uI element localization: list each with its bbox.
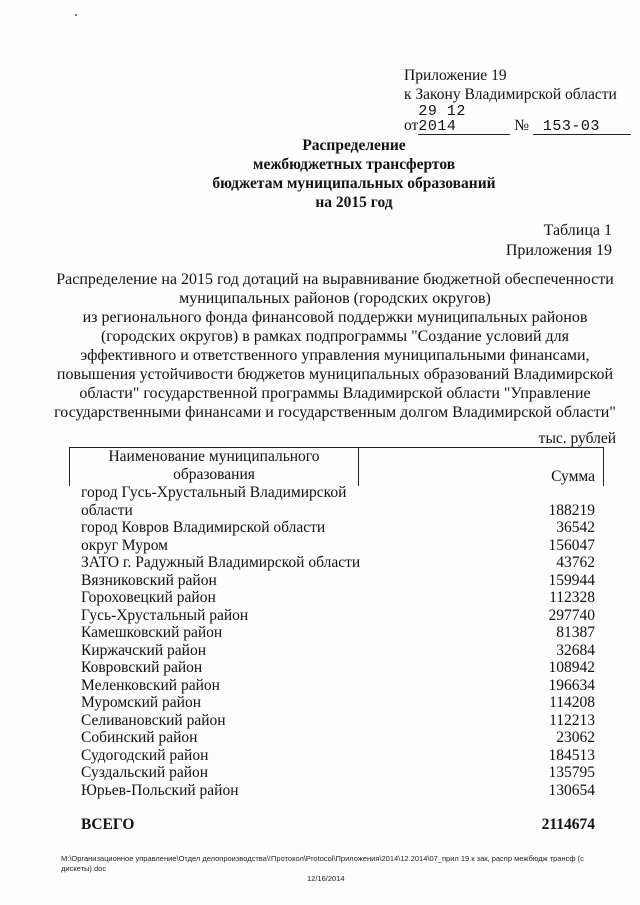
total-value: 2114674 xyxy=(541,816,595,833)
table-body xyxy=(81,484,595,799)
description-line: (городских округов) в рамках подпрограммы "Создание условий для xyxy=(100,328,570,345)
table-row xyxy=(81,484,595,519)
header-name-line-2: образования xyxy=(173,466,255,483)
row-name: город Гусь-Хрустальный Владимирской области xyxy=(81,484,347,519)
header-name-cell xyxy=(70,448,359,486)
table-appendix: Приложения 19 xyxy=(505,242,612,259)
description-line: из регионального фонда финансовой поддержки муниципальных районов xyxy=(82,309,588,326)
table-row xyxy=(81,642,595,660)
row-value: 196634 xyxy=(548,676,595,694)
description-line: эффективного и ответственного управления муниципальными финансами, xyxy=(80,347,590,364)
description-line: муниципальных районов (городских округов) xyxy=(179,290,491,307)
table-row xyxy=(81,554,595,572)
title-line-1: Распределение xyxy=(302,137,406,154)
row-value: 184513 xyxy=(548,746,595,764)
header-sum-cell: Сумма xyxy=(551,468,595,485)
row-value: 159944 xyxy=(548,571,595,589)
row-value: 156047 xyxy=(548,536,595,554)
attachment-block xyxy=(404,66,631,135)
row-value: 81387 xyxy=(556,624,595,641)
table-row xyxy=(81,589,595,607)
table-row xyxy=(81,764,595,782)
row-name: Гороховецкий район xyxy=(81,589,216,606)
description-line: повышения устойчивости бюджетов муниципальных образований Владимирской xyxy=(56,366,614,383)
document-title xyxy=(0,136,640,212)
description-line: государственными финансами и государственным долгом Владимирской области" xyxy=(54,404,616,421)
attachment-title: Приложение 19 xyxy=(404,67,507,84)
table-row xyxy=(81,572,595,590)
title-line-4: на 2015 год xyxy=(315,194,393,211)
table-row xyxy=(81,537,595,555)
row-name: Вязниковский район xyxy=(81,571,217,589)
scan-speck xyxy=(75,14,77,16)
file-path-footer xyxy=(61,854,601,884)
description-line: области" государственной программы Владимирской области "Управление xyxy=(79,385,591,402)
row-name: Ковровский район xyxy=(81,659,203,676)
row-name: город Ковров Владимирской области xyxy=(81,519,326,536)
table-header xyxy=(69,447,604,486)
table-row xyxy=(81,677,595,695)
table-row xyxy=(81,747,595,765)
row-name: Собинский район xyxy=(81,729,198,746)
date-value: 29 12 2014 xyxy=(418,104,510,135)
row-name: Меленковский район xyxy=(81,676,220,694)
attachment-dateline xyxy=(404,104,631,135)
header-name-line-1: Наименование муниципального xyxy=(108,448,320,465)
row-value: 130654 xyxy=(548,781,595,799)
row-value: 297740 xyxy=(548,606,595,624)
row-value: 112328 xyxy=(549,589,595,606)
row-value: 36542 xyxy=(556,519,595,536)
footer-date: 12/16/2014 xyxy=(307,874,345,883)
title-line-3: бюджетам муниципальных образований xyxy=(212,175,496,192)
table-row xyxy=(81,519,595,537)
row-name: Юрьев-Польский район xyxy=(81,781,239,799)
total-row xyxy=(81,816,595,834)
table-reference xyxy=(506,221,612,261)
row-name: Гусь-Хрустальный район xyxy=(81,606,249,624)
row-value: 188219 xyxy=(548,501,595,519)
row-name: Киржачский район xyxy=(81,641,206,659)
row-value: 135795 xyxy=(548,764,595,781)
description-line: Распределение на 2015 год дотаций на выравнивание бюджетной обеспеченности xyxy=(56,271,614,288)
number-sign: № xyxy=(514,117,529,134)
table-row xyxy=(81,712,595,730)
table-row xyxy=(81,659,595,677)
attachment-law: к Закону Владимирской области xyxy=(404,86,617,103)
row-value: 43762 xyxy=(556,554,595,571)
row-name: Судогодский район xyxy=(81,746,209,764)
row-name: округ Муром xyxy=(81,536,168,554)
date-prefix: от xyxy=(404,117,419,134)
table-row xyxy=(81,729,595,747)
row-value: 112213 xyxy=(549,711,595,729)
footer-path: M:\Организационное управление\Отдел делопроизводства\!Протокол\Protocol\Приложения\2014\12.2014\07_прил 19 к зак, распр межбюдж трансф (с дискеты).doc xyxy=(61,854,584,873)
table-number: Таблица 1 xyxy=(543,222,612,239)
row-name: Муромский район xyxy=(81,694,202,711)
row-value: 32684 xyxy=(556,641,595,659)
units-label: тыс. рублей xyxy=(538,430,616,447)
row-value: 23062 xyxy=(556,729,595,746)
table-row xyxy=(81,782,595,800)
total-label: ВСЕГО xyxy=(81,816,135,833)
row-name: ЗАТО г. Радужный Владимирской области xyxy=(81,554,361,571)
table-description xyxy=(40,270,630,422)
row-name: Суздальский район xyxy=(81,764,209,781)
table-row xyxy=(81,694,595,712)
title-line-2: межбюджетных трансфертов xyxy=(252,156,456,173)
row-name: Селивановский район xyxy=(81,711,226,729)
table-row xyxy=(81,624,595,642)
number-value: 153-03 xyxy=(533,119,631,135)
table-row xyxy=(81,607,595,625)
row-value: 114208 xyxy=(549,694,595,711)
row-value: 108942 xyxy=(548,659,595,676)
row-name: Камешковский район xyxy=(81,624,223,641)
